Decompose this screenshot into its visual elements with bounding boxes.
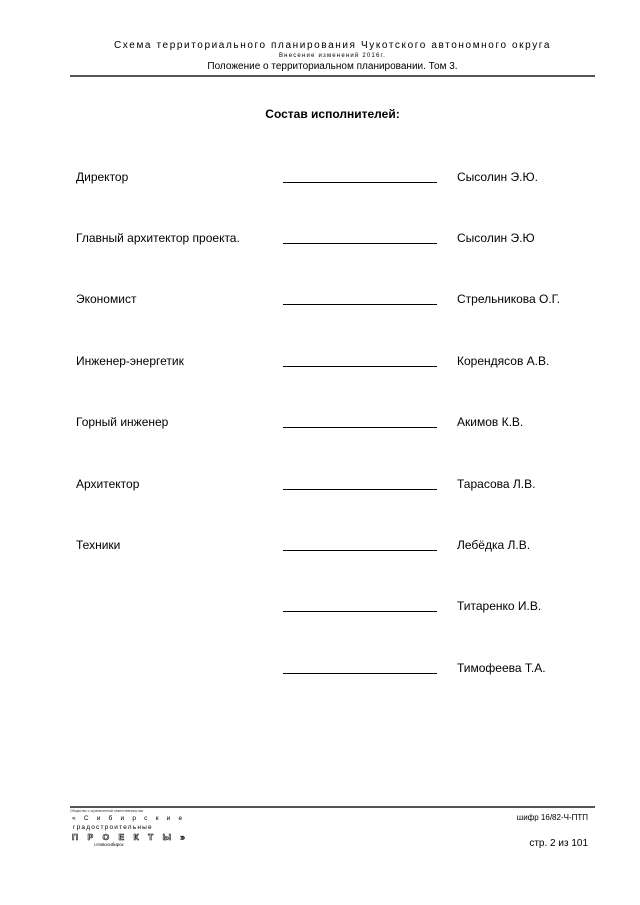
signature-line [283, 611, 437, 612]
executor-row [0, 231, 640, 251]
executor-name: Корендясов А.В. [457, 354, 550, 368]
executor-row [0, 599, 640, 619]
signature-line [283, 673, 437, 674]
executor-name: Тимофеева Т.А. [457, 661, 546, 675]
signature-line [283, 243, 437, 244]
executor-name: Стрельникова О.Г. [457, 292, 561, 306]
executor-role: Техники [76, 538, 121, 552]
signature-line [283, 304, 437, 305]
signature-line [283, 550, 437, 551]
signature-line [283, 182, 437, 183]
executor-row [0, 538, 640, 558]
executor-role: Архитектор [76, 477, 140, 491]
executor-row [0, 477, 640, 497]
executor-row [0, 292, 640, 312]
executor-role: Горный инженер [76, 415, 169, 429]
header-subtitle: Внесение изменений 2016г. [278, 53, 387, 59]
logo-line-3: П Р О Е К Т Ы » [72, 832, 189, 842]
executor-row [0, 170, 640, 190]
executor-name: Акимов К.В. [457, 415, 524, 429]
footer-divider [70, 806, 595, 808]
executor-row [0, 661, 640, 681]
page-number: стр. 2 из 101 [529, 838, 588, 849]
logo-city: г.Новосибирск [94, 842, 124, 847]
executor-row [0, 354, 640, 374]
logo-line-1: « С и б и р с к и е [72, 815, 186, 822]
company-logo [70, 809, 190, 849]
executor-name: Сысолин Э.Ю [457, 231, 535, 245]
header-document: Положение о территориальном планировании. Том 3. [207, 61, 458, 72]
executor-name: Сысолин Э.Ю. [457, 170, 538, 184]
executor-row [0, 415, 640, 435]
page-heading: Состав исполнителей: [265, 107, 400, 121]
header-title: Схема территориального планирования Чукотского автономного округа [113, 40, 551, 51]
executor-role: Директор [76, 170, 129, 184]
executor-name: Тарасова Л.В. [457, 477, 536, 491]
header-divider [70, 75, 595, 77]
executor-name: Титаренко И.В. [457, 599, 542, 613]
executor-role: Экономист [76, 292, 137, 306]
signature-line [283, 366, 437, 367]
executor-name: Лебёдка Л.В. [457, 538, 531, 552]
signature-line [283, 489, 437, 490]
document-cipher: шифр 16/82-Ч-ПТП [516, 813, 588, 822]
signature-line [283, 427, 437, 428]
executor-role: Главный архитектор проекта. [76, 231, 240, 245]
logo-org-text: Общество с ограниченной ответственностью [70, 809, 144, 813]
executor-role: Инженер-энергетик [76, 354, 184, 368]
logo-line-2: градостроительные [73, 824, 153, 831]
